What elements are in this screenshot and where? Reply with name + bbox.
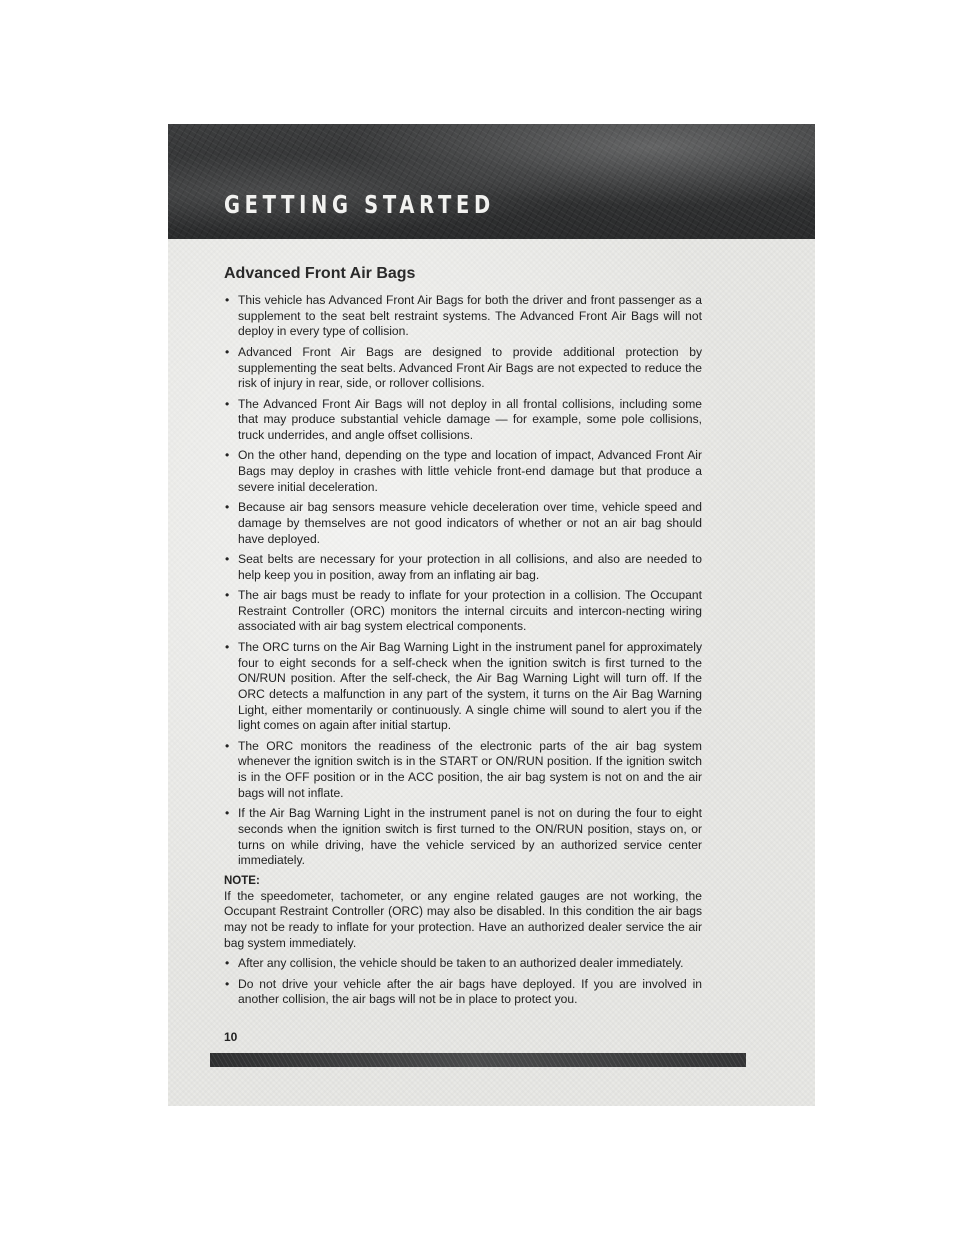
note-label: NOTE: [224, 874, 260, 887]
list-item: • Advanced Front Air Bags are designed to provide additional protection by supplementing the seat belts. Advanced Front Air Bags are not expected to reduce the risk of injury in rear, side, or rollover collisions. [224, 345, 702, 392]
list-item: • On the other hand, depending on the type and location of impact, Advanced Front Air Bags may deploy in crashes with little vehicle front-end damage but that produce a severe initial deceleration. [224, 448, 702, 495]
list-item: • After any collision, the vehicle should be taken to an authorized dealer immediately. [224, 956, 702, 972]
page-number: 10 [224, 1030, 238, 1044]
list-item: • The Advanced Front Air Bags will not deploy in all frontal collisions, including some that may produce substantial vehicle damage — for example, some pole collisions, truck underrides, and angle offset collisions. [224, 397, 702, 444]
note-text: If the speedometer, tachometer, or any engine related gauges are not working, the Occupant Restraint Controller (ORC) may also be disabled. In this condition the air bags may not be ready to inflate for your protection. Have an authorized dealer service the air bag system immediately. [224, 888, 702, 950]
section-heading: Advanced Front Air Bags [224, 265, 416, 282]
list-item: • This vehicle has Advanced Front Air Bags for both the driver and front passenger as a supplement to the seat belt restraint systems. The Advanced Front Air Bags will not deploy in every type of collision. [224, 293, 702, 340]
list-item: • Do not drive your vehicle after the air bags have deployed. If you are involved in another collision, the air bags will not be in place to protect you. [224, 977, 702, 1008]
list-item: • Because air bag sensors measure vehicle deceleration over time, vehicle speed and damage by themselves are not good indicators of whether or not an air bag should have deployed. [224, 500, 702, 547]
bullet-list-after-note [224, 956, 702, 1008]
footer-band [210, 1053, 746, 1067]
chapter-title: GETTING STARTED [224, 190, 495, 219]
header-band [168, 124, 815, 239]
bullet-list-main [224, 293, 702, 869]
page-content [224, 264, 702, 1013]
manual-page [168, 124, 815, 1106]
list-item: • The air bags must be ready to inflate for your protection in a collision. The Occupant Restraint Controller (ORC) monitors the internal circuits and intercon-necting wiring associated with air bag system electrical components. [224, 588, 702, 635]
list-item: • Seat belts are necessary for your protection in all collisions, and also are needed to help keep you in position, away from an inflating air bag. [224, 552, 702, 583]
list-item: • The ORC turns on the Air Bag Warning Light in the instrument panel for approximately four to eight seconds for a self-check when the ignition switch is first turned to the ON/RUN position. After the self-check, the Air Bag Warning Light will turn off. If the ORC detects a malfunction in any part of the system, it turns on the Air Bag Warning Light, either momentarily or continuously. A single chime will sound to alert you if the light comes on again after initial startup. [224, 640, 702, 734]
list-item: • If the Air Bag Warning Light in the instrument panel is not on during the four to eight seconds when the ignition switch is first turned to the ON/RUN position, stays on, or turns on while driving, have the vehicle serviced by an authorized service center immediately. [224, 806, 702, 869]
list-item: • The ORC monitors the readiness of the electronic parts of the air bag system whenever the ignition switch is in the START or ON/RUN position. If the ignition switch is in the OFF position or in the ACC position, the air bag system is not on and the air bags will not inflate. [224, 739, 702, 802]
